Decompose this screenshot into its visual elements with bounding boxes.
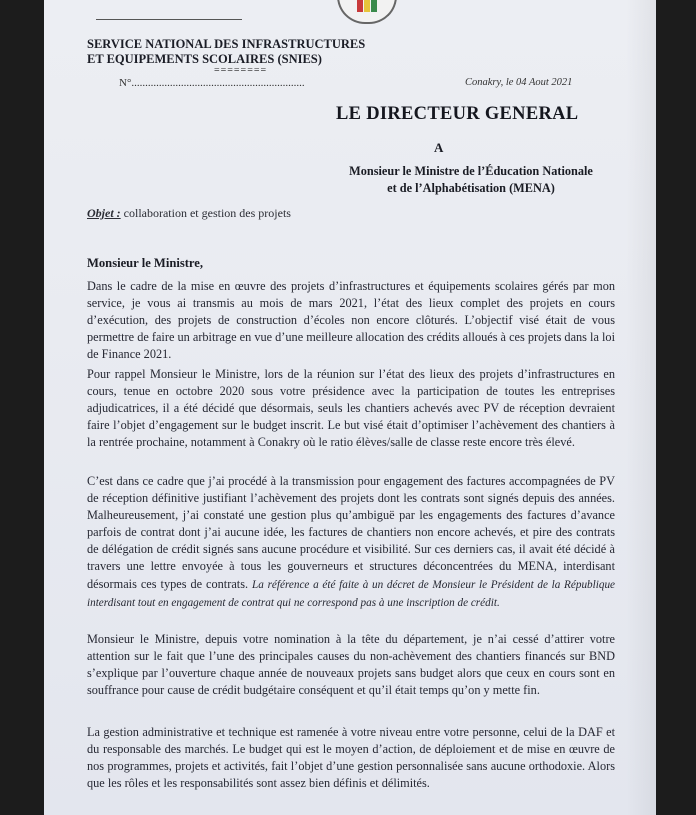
paragraph-2: Pour rappel Monsieur le Ministre, lors de la réunion sur l’état des lieux des projets d’infrastructures en cours, tenue en octobre 2020 sous votre présidence avec la participation de toutes les entreprises adjudicatrices, il a été décidé que désormais, seuls les chantiers achevés avec PV de réception devraient faire l’objet d’engagement sur le budget inscrit. Le but visé était d’optimiser l’achèvement des chantiers à la rentrée prochaine, notamment à Conakry où le ratio élèves/salle de classe reste encore très élevé.	[87, 367, 615, 450]
to-marker: A	[434, 140, 444, 155]
org-line-2: ET EQUIPEMENTS SCOLAIRES (SNIES)	[87, 52, 322, 66]
subject-line	[87, 206, 291, 221]
recipient-line-1: Monsieur le Ministre de l’Éducation Nationale	[349, 164, 593, 178]
recipient-block	[321, 163, 621, 197]
signature-line	[96, 19, 242, 20]
paragraph-3-italic: La référence a été faite à un décret de Monsieur le Président de la République interdisant tout en engagement de contrat qui ne correspond pas à une inscription de crédit.	[87, 578, 616, 609]
org-line-1: SERVICE NATIONAL DES INFRASTRUCTURES	[87, 37, 366, 51]
paragraph-3-text: C’est dans ce cadre que j’ai procédé à la transmission pour engagement des factures accompagnées de PV de réception définitive justifiant l’achèvement des projets dont les contrats sont signés depuis des années. Malheureusement, j’ai constaté une gestion plus qu’ambiguë par les engagements des factures d’avance parfois de contrat dont j’ai aucune idée, les factures de chantiers non encore achevés, et pire des contrats de délégation de crédit signés sans aucune procédure et visibilité. Sur ces derniers cas, il avait été décidé à travers une lettre envoyée à tous les gouverneurs et structures déconcentrées du MENA, interdisant désormais ces types de contrats.	[87, 474, 615, 591]
reference-number: N°...............................................................	[119, 77, 305, 89]
recipient-line-2: et de l’Alphabétisation (MENA)	[387, 181, 555, 195]
paragraph-1: Dans le cadre de la mise en œuvre des projets d’infrastructures et équipements scolaires gérés par mon service, je vous ai transmis au mois de mars 2021, l’état des lieux complet des projets en cours d’exécution, des projets de construction d’écoles non encore clôturés. L’objectif visé était de vous permettre de faire un arbitrage en vue d’une meilleure allocation des crédits alloués à ces projets dans la loi de Finance 2021.	[87, 279, 615, 362]
letter-date: Conakry, le 04 Aout 2021	[465, 77, 573, 88]
coat-of-arms-seal	[337, 0, 397, 24]
paragraph-3	[87, 473, 615, 612]
letter-page	[44, 0, 656, 815]
salutation: Monsieur le Ministre,	[87, 256, 204, 270]
subject-label: Objet :	[87, 206, 121, 220]
sender-title: LE DIRECTEUR GENERAL	[336, 104, 579, 124]
paragraph-5: La gestion administrative et technique est ramenée à votre niveau entre votre personne, celui de la DAF et du responsable des marchés. Le budget qui est le moyen d’action, de déploiement et de mise en œuvre de nos programmes, projets et activités, fait l’objet d’une gestion personnalisée sans aucune orthodoxie. Alors que les rôles et les responsabilités sont assez bien définis et délimités.	[87, 725, 615, 791]
paragraph-4: Monsieur le Ministre, depuis votre nomination à la tête du département, je n’ai cessé d’attirer votre attention sur le fait que l’une des principales causes du non-achèvement des chantiers financés sur BND s’explique par l’ouverture chaque année de nouveaux projets sans budget alors que ceux en cours sont en souffrance pour cause de crédit budgétaire conséquent et qu’il était temps qu’on y mette fin.	[87, 632, 615, 698]
subject-text: collaboration et gestion des projets	[120, 206, 291, 220]
header-separator: ========	[214, 65, 268, 76]
organization-header	[87, 37, 365, 67]
